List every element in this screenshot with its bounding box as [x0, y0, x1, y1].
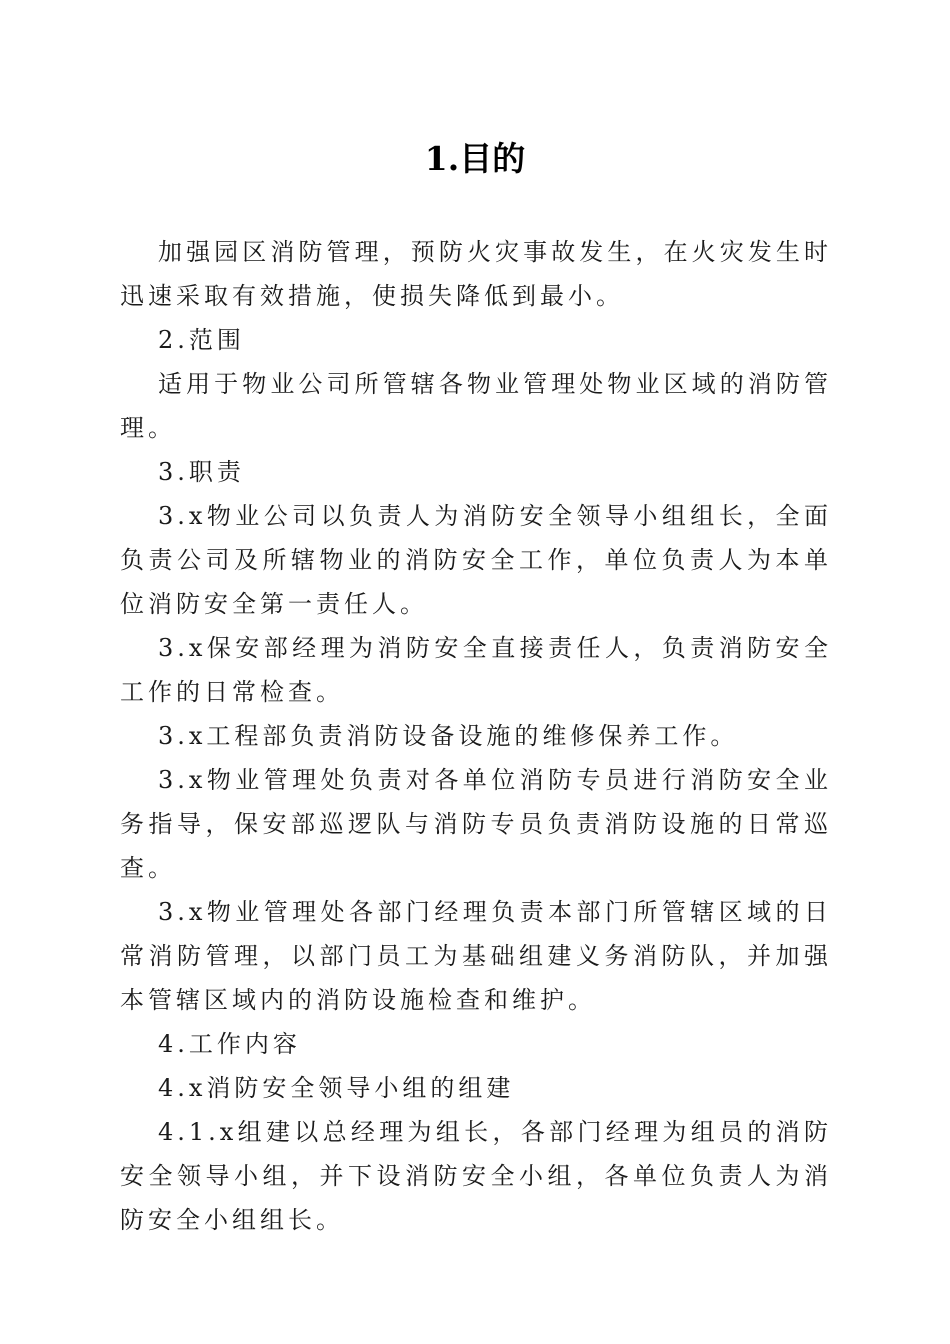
heading-responsibilities: 3.职责 — [158, 458, 245, 486]
paragraph-responsibility-2: 3.x保安部经理为消防安全直接责任人，负责消防安全工作的日常检查。 — [120, 634, 832, 706]
heading-team-formation: 4.x消防安全领导小组的组建 — [158, 1074, 515, 1102]
heading-scope: 2.范围 — [158, 326, 245, 354]
paragraph-responsibility-4: 3.x物业管理处负责对各单位消防专员进行消防安全业务指导，保安部巡逻队与消防专员负责消防设施的日常巡查。 — [120, 766, 832, 882]
paragraph-scope: 适用于物业公司所管辖各物业管理处物业区域的消防管理。 — [120, 370, 832, 442]
paragraph-responsibility-5: 3.x物业管理处各部门经理负责本部门所管辖区域的日常消防管理，以部门员工为基础组建义务消防队，并加强本管辖区域内的消防设施检查和维护。 — [120, 898, 832, 1014]
paragraph-team-formation: 4.1.x组建以总经理为组长，各部门经理为组员的消防安全领导小组，并下设消防安全小组，各单位负责人为消防安全小组组长。 — [120, 1118, 832, 1234]
paragraph-responsibility-3: 3.x工程部负责消防设备设施的维修保养工作。 — [158, 722, 739, 750]
heading-work-content: 4.工作内容 — [158, 1030, 301, 1058]
document-body — [120, 230, 832, 1242]
paragraph-purpose: 加强园区消防管理，预防火灾事故发生，在火灾发生时迅速采取有效措施，使损失降低到最小。 — [120, 238, 832, 310]
paragraph-responsibility-1: 3.x物业公司以负责人为消防安全领导小组组长，全面负责公司及所辖物业的消防安全工作，单位负责人为本单位消防安全第一责任人。 — [120, 502, 832, 618]
document-title: 1.目的 — [424, 139, 526, 178]
